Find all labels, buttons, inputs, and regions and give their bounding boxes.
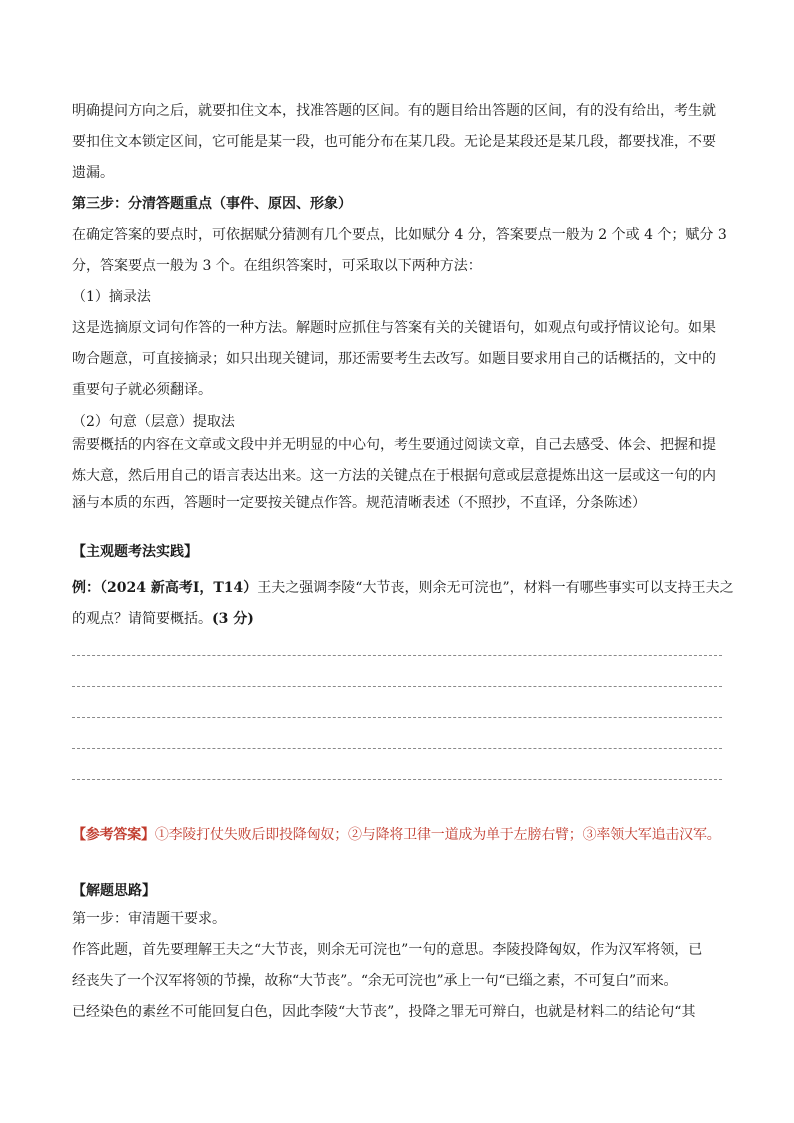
question-text-1: 王夫之强调李陵“大节丧，则余无可浣也”，材料一有哪些事实可以支持王夫之 [257, 580, 734, 596]
analysis-step1: 第一步：审清题干要求。 [72, 911, 226, 927]
question-score: (3 分) [212, 611, 254, 627]
analysis-line-3: 已经染色的素丝不可能回复白色，因此李陵“大节丧”，投降之罪无可辩白，也就是材料二的结论句“其 [72, 1004, 696, 1020]
answer-line-1 [72, 655, 722, 656]
question-line-2 [72, 604, 722, 635]
step3-heading: 第三步：分清答题重点（事件、原因、形象） [72, 196, 352, 212]
scoring-line-1: 在确定答案的要点时，可依据赋分猜测有几个要点，比如赋分 4 分，答案要点一般为 2 个或 4 个；赋分 3 [72, 227, 727, 243]
method1-line-2: 吻合题意，可直接摘录；如只出现关键词，那还需要考生去改写。如题目要求用自己的话概括的，文中的 [72, 351, 716, 367]
reference-answer-text: ①李陵打仗失败后即投降匈奴；②与降将卫律一道成为单于左膀右臂；③率领大军追击汉军。 [154, 827, 721, 843]
answer-line-5 [72, 779, 722, 780]
intro-line-3: 遗漏。 [72, 165, 114, 181]
method1-line-3: 重要句子就必须翻译。 [72, 382, 212, 398]
reference-answer [72, 820, 722, 851]
scoring-line-2: 分，答案要点一般为 3 个。在组织答案时，可采取以下两种方法： [72, 258, 482, 274]
question-line-1 [72, 573, 734, 604]
reference-answer-label: 【参考答案】 [72, 827, 155, 843]
intro-line-2: 要扣住文本锁定区间，它可能是某一段，也可能分布在某几段。无论是某段还是某几段，都要找准，不要 [72, 134, 716, 150]
intro-line-1: 明确提问方向之后，就要扣住文本，找准答题的区间。有的题目给出答题的区间，有的没有给出，考生就 [72, 103, 716, 119]
practice-heading: 【主观题考法实践】 [72, 544, 198, 560]
method2-title: （2）句意（层意）提取法 [72, 414, 235, 430]
method1-line-1: 这是选摘原文词句作答的一种方法。解题时应抓住与答案有关的关键语句，如观点句或抒情议论句。如果 [72, 320, 716, 336]
answer-line-2 [72, 686, 722, 687]
question-source: 例：（2024 新高考Ⅰ，T14） [72, 580, 258, 596]
analysis-line-1: 作答此题，首先要理解王夫之“大节丧，则余无可浣也”一句的意思。李陵投降匈奴，作为汉军将领，已 [72, 942, 703, 958]
analysis-line-2: 经丧失了一个汉军将领的节操，故称“大节丧”。“余无可浣也”承上一句“已缁之素，不可复白”而来。 [72, 973, 678, 989]
question-text-2: 的观点？请简要概括。 [72, 611, 212, 627]
method2-line-3: 涵与本质的东西，答题时一定要按关键点作答。规范清晰表述（不照抄，不直译，分条陈述） [72, 495, 646, 511]
method2-line-2: 炼大意，然后用自己的语言表达出来。这一方法的关键点在于根据句意或层意提炼出这一层或这一句的内 [72, 468, 716, 484]
method2-line-1: 需要概括的内容在文章或文段中并无明显的中心句，考生要通过阅读文章，自己去感受、体会、把握和提 [72, 437, 716, 453]
answer-line-4 [72, 748, 722, 749]
answer-line-3 [72, 717, 722, 718]
method1-title: （1）摘录法 [72, 289, 151, 305]
analysis-heading: 【解题思路】 [72, 883, 156, 899]
